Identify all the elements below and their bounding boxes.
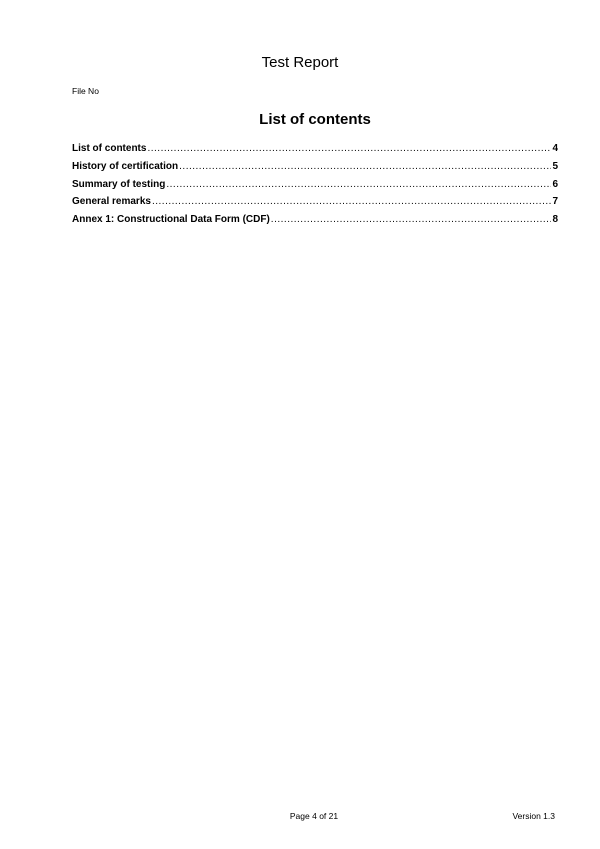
toc-entry-title: General remarks [72, 196, 151, 208]
toc-entry-page: 6 [552, 178, 558, 190]
toc-dot-leader [166, 179, 551, 190]
toc-entry-title: List of contents [72, 143, 147, 154]
toc-entry-history-of-certification[interactable] [72, 161, 558, 179]
toc-entry-title: Annex 1: Constructional Data Form (CDF) [72, 214, 270, 226]
footer-version: Version 1.3 [512, 811, 555, 821]
toc-entry-page: 8 [552, 214, 558, 226]
toc-entry-page: 5 [552, 160, 558, 172]
toc-entry-list-of-contents[interactable] [72, 143, 558, 161]
toc-entry-title: History of certification [72, 160, 179, 172]
toc-entry-page: 7 [552, 196, 558, 208]
page-header-title: Test Report [261, 54, 339, 71]
toc-entry-general-remarks[interactable] [72, 196, 558, 214]
toc-dot-leader [152, 196, 551, 207]
file-number-label: File No [72, 86, 99, 96]
toc-dot-leader [147, 143, 551, 154]
toc-entry-annex-1-cdf[interactable] [72, 214, 558, 232]
toc-dot-leader [179, 161, 551, 172]
toc-entry-title: Summary of testing [72, 178, 166, 190]
toc-entry-page: 4 [552, 143, 558, 154]
toc-heading: List of contents [259, 111, 371, 128]
table-of-contents [72, 143, 558, 232]
footer-page-number: Page 4 of 21 [289, 811, 339, 821]
toc-entry-summary-of-testing[interactable] [72, 179, 558, 197]
toc-dot-leader [271, 214, 552, 225]
